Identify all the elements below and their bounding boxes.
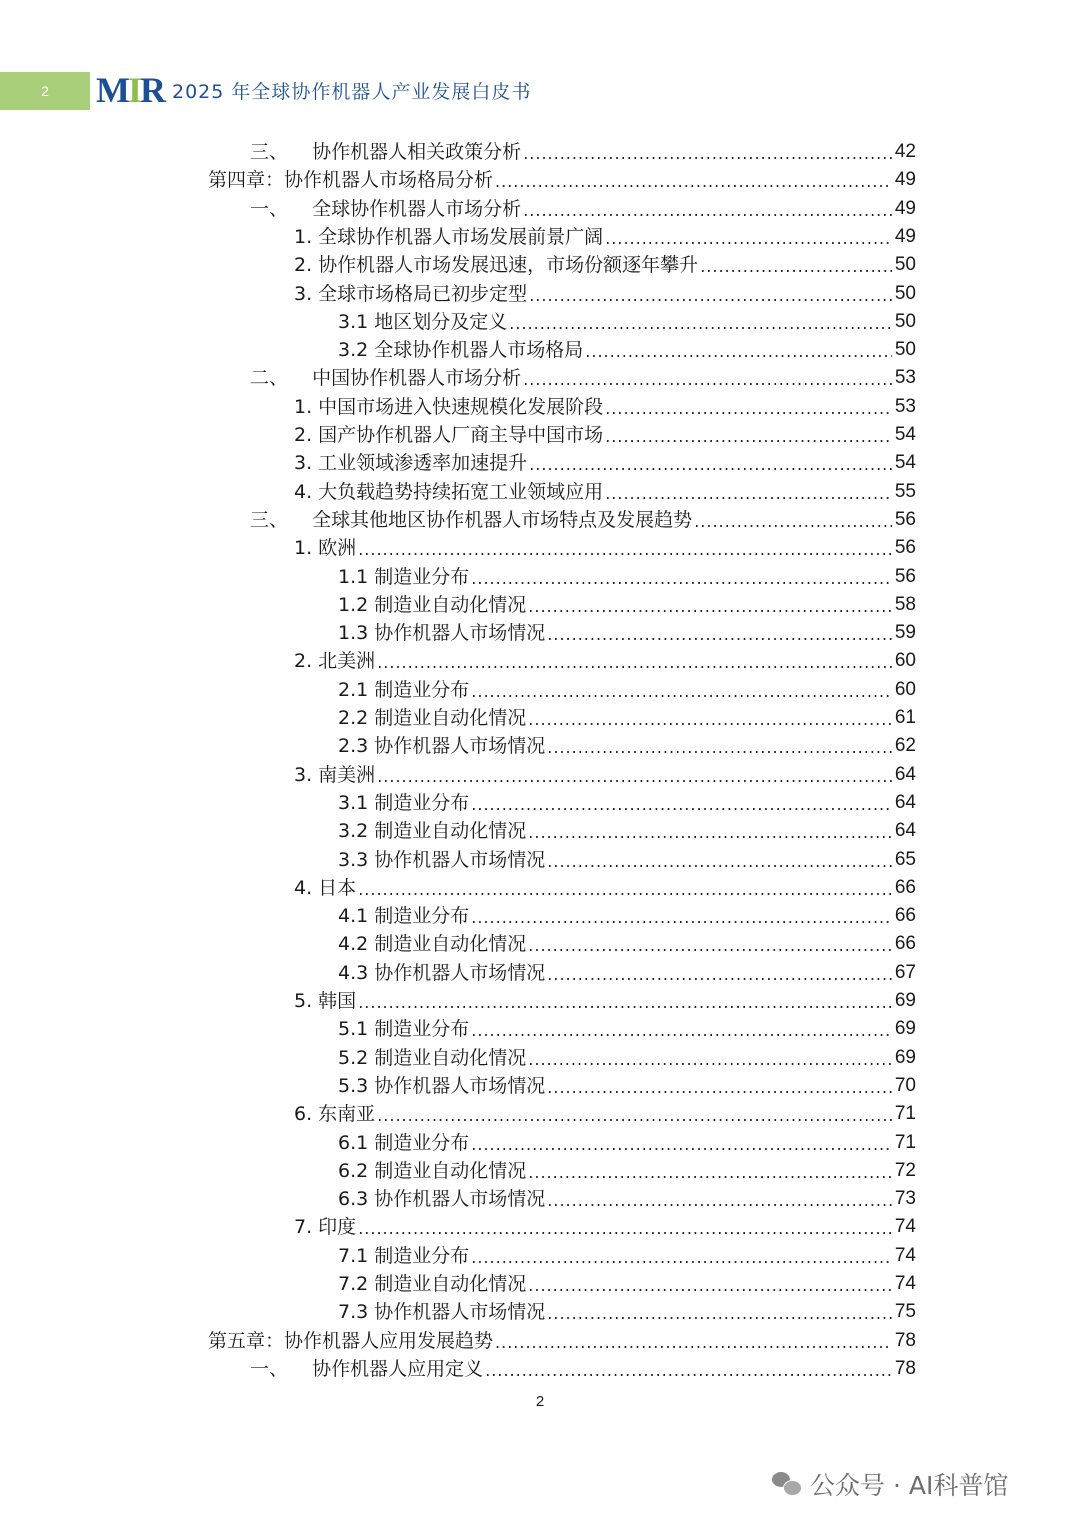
- toc-entry-title: 协作机器人应用定义: [312, 1358, 484, 1380]
- toc-entry-page: 78: [894, 1330, 916, 1351]
- toc-entry-page: 75: [894, 1301, 916, 1322]
- toc-dot-leader: [495, 172, 892, 192]
- toc-entry[interactable]: [338, 957, 916, 985]
- toc-entry-title: 韩国: [318, 990, 357, 1012]
- page-header: [0, 72, 1080, 110]
- toc-entry-number: 1.3: [338, 622, 375, 644]
- toc-dot-leader: [495, 1333, 892, 1353]
- toc-dot-leader: [377, 1106, 892, 1126]
- toc-dot-leader: [471, 795, 892, 815]
- toc-entry[interactable]: [294, 278, 916, 306]
- toc-entry-page: 69: [894, 990, 916, 1011]
- wechat-icon: [772, 1472, 800, 1496]
- toc-entry-page: 74: [894, 1245, 916, 1266]
- toc-entry-title: 制造业自动化情况: [374, 820, 527, 842]
- toc-entry-page: 53: [894, 367, 916, 388]
- toc-entry-page: 56: [894, 537, 916, 558]
- toc-dot-leader: [529, 286, 892, 306]
- toc-dot-leader: [471, 908, 892, 928]
- toc-entry-title: 制造业自动化情况: [374, 1047, 527, 1069]
- toc-entry-page: 70: [894, 1075, 916, 1096]
- toc-entry[interactable]: [294, 391, 916, 419]
- toc-entry-title: 东南亚: [318, 1103, 376, 1125]
- toc-entry-number: 7.1: [338, 1245, 375, 1267]
- toc-entry-number: 4.1: [338, 905, 375, 927]
- toc-dot-leader: [528, 1163, 892, 1183]
- toc-entry-page: 64: [894, 820, 916, 841]
- toc-entry[interactable]: [250, 362, 916, 390]
- toc-entry-title: 地区划分及定义: [374, 311, 508, 333]
- toc-entry[interactable]: [250, 1353, 916, 1381]
- toc-entry-title: 协作机器人市场情况: [374, 735, 546, 757]
- toc-entry-title: 全球市场格局已初步定型: [318, 283, 528, 305]
- toc-entry[interactable]: [338, 1240, 916, 1268]
- toc-entry[interactable]: [338, 1070, 916, 1098]
- toc-dot-leader: [529, 455, 892, 475]
- toc-entry-page: 50: [894, 311, 916, 332]
- toc-dot-leader: [605, 427, 892, 447]
- toc-dot-leader: [547, 1078, 892, 1098]
- toc-entry-number: 2.3: [338, 735, 375, 757]
- toc-entry[interactable]: [294, 221, 916, 249]
- toc-entry-title: 制造业分布: [374, 905, 470, 927]
- toc-entry-page: 66: [894, 933, 916, 954]
- toc-entry-number: 2.: [294, 254, 319, 276]
- watermark: [772, 1466, 1008, 1502]
- toc-entry-title: 日本: [318, 877, 357, 899]
- toc-entry[interactable]: [338, 1013, 916, 1041]
- toc-entry-number: 三、: [250, 509, 313, 531]
- toc-entry-page: 74: [894, 1273, 916, 1294]
- toc-entry-number: 3.3: [338, 849, 375, 871]
- toc-entry[interactable]: [208, 164, 916, 192]
- toc-entry-number: 4.: [294, 877, 319, 899]
- toc-entry-title: 协作机器人市场发展迅速，市场份额逐年攀升: [318, 254, 699, 276]
- toc-entry-number: 2.: [294, 650, 319, 672]
- toc-entry-page: 54: [894, 424, 916, 445]
- toc-entry-title: 全球协作机器人市场分析: [312, 198, 522, 220]
- toc-entry[interactable]: [338, 702, 916, 730]
- toc-entry-number: 2.: [294, 424, 319, 446]
- toc-entry-title: 北美洲: [318, 650, 376, 672]
- toc-entry-page: 50: [894, 283, 916, 304]
- toc-entry-number: 3.: [294, 283, 319, 305]
- toc-entry-title: 制造业自动化情况: [374, 933, 527, 955]
- toc-dot-leader: [471, 569, 892, 589]
- toc-dot-leader: [605, 484, 892, 504]
- toc-entry[interactable]: [338, 334, 916, 362]
- toc-entry-title: 制造业自动化情况: [374, 1273, 527, 1295]
- toc-entry-page: 62: [894, 735, 916, 756]
- toc-entry-title: 协作机器人相关政策分析: [312, 141, 522, 163]
- toc-entry-title: 制造业自动化情况: [374, 1160, 527, 1182]
- toc-dot-leader: [471, 1021, 892, 1041]
- toc-entry-number: 5.1: [338, 1018, 375, 1040]
- toc-entry-number: 6.1: [338, 1132, 375, 1154]
- toc-entry-number: 3.1: [338, 792, 375, 814]
- toc-entry-number: 第五章：: [208, 1330, 285, 1352]
- toc-entry[interactable]: [338, 1296, 916, 1324]
- toc-entry[interactable]: [294, 532, 916, 560]
- toc-entry[interactable]: [338, 928, 916, 956]
- toc-entry-number: 1.: [294, 226, 319, 248]
- toc-entry[interactable]: [250, 193, 916, 221]
- toc-entry-number: 1.: [294, 396, 319, 418]
- toc-entry-number: 6.2: [338, 1160, 375, 1182]
- toc-entry-title: 协作机器人应用发展趋势: [284, 1330, 494, 1352]
- toc-dot-leader: [700, 257, 892, 277]
- toc-entry-title: 制造业分布: [374, 1132, 470, 1154]
- toc-entry-title: 南美洲: [318, 764, 376, 786]
- toc-dot-leader: [523, 144, 892, 164]
- toc-entry[interactable]: [338, 306, 916, 334]
- toc-dot-leader: [528, 823, 892, 843]
- toc-entry[interactable]: [294, 759, 916, 787]
- toc-entry[interactable]: [250, 504, 916, 532]
- toc-entry[interactable]: [294, 447, 916, 475]
- toc-dot-leader: [523, 370, 892, 390]
- toc-entry-page: 49: [894, 198, 916, 219]
- toc-entry-title: 制造业分布: [374, 1245, 470, 1267]
- toc-entry[interactable]: [338, 900, 916, 928]
- toc-entry[interactable]: [250, 136, 916, 164]
- toc-entry-number: 7.2: [338, 1273, 375, 1295]
- toc-entry-number: 5.3: [338, 1075, 375, 1097]
- toc-dot-leader: [585, 342, 892, 362]
- document-title: 2025 年全球协作机器人产业发展白皮书: [172, 81, 532, 103]
- toc-entry[interactable]: [338, 1155, 916, 1183]
- toc-dot-leader: [471, 1248, 892, 1268]
- toc-entry-number: 5.: [294, 990, 319, 1012]
- toc-entry[interactable]: [208, 1325, 916, 1353]
- toc-entry[interactable]: [338, 1268, 916, 1296]
- toc-entry[interactable]: [338, 561, 916, 589]
- toc-entry-page: 59: [894, 622, 916, 643]
- toc-entry-page: 49: [894, 169, 916, 190]
- toc-entry-page: 66: [894, 905, 916, 926]
- toc-entry-number: 三、: [250, 141, 313, 163]
- toc-entry-number: 1.: [294, 537, 319, 559]
- watermark-text: 公众号 · AI科普馆: [810, 1471, 1009, 1500]
- toc-entry-title: 协作机器人市场情况: [374, 1075, 546, 1097]
- toc-entry-title: 全球协作机器人市场格局: [374, 339, 584, 361]
- toc-dot-leader: [528, 710, 892, 730]
- toc-entry[interactable]: [338, 617, 916, 645]
- toc-dot-leader: [547, 852, 892, 872]
- toc-entry[interactable]: [338, 1127, 916, 1155]
- toc-entry-number: 一、: [250, 1358, 313, 1380]
- toc-entry-number: 4.3: [338, 962, 375, 984]
- toc-entry[interactable]: [338, 844, 916, 872]
- toc-entry-number: 1.1: [338, 566, 375, 588]
- toc-entry[interactable]: [294, 645, 916, 673]
- toc-entry[interactable]: [294, 1211, 916, 1239]
- toc-entry-page: 67: [894, 962, 916, 983]
- toc-entry[interactable]: [294, 419, 916, 447]
- toc-entry-page: 64: [894, 764, 916, 785]
- toc-dot-leader: [547, 1191, 892, 1211]
- toc-entry-title: 制造业分布: [374, 566, 470, 588]
- toc-entry-page: 72: [894, 1160, 916, 1181]
- toc-entry-title: 国产协作机器人厂商主导中国市场: [318, 424, 604, 446]
- toc-entry-page: 74: [894, 1216, 916, 1237]
- logo-letter-r: R: [140, 70, 164, 110]
- toc-entry-page: 71: [894, 1103, 916, 1124]
- toc-entry-page: 60: [894, 679, 916, 700]
- toc-dot-leader: [485, 1361, 892, 1381]
- toc-entry-page: 64: [894, 792, 916, 813]
- toc-entry-page: 69: [894, 1047, 916, 1068]
- toc-dot-leader: [528, 597, 892, 617]
- toc-dot-leader: [358, 1219, 892, 1239]
- toc-entry-number: 3.: [294, 452, 319, 474]
- toc-entry-title: 中国协作机器人市场分析: [312, 367, 522, 389]
- toc-entry[interactable]: [338, 787, 916, 815]
- mir-logo: [96, 70, 164, 110]
- toc-entry-page: 54: [894, 452, 916, 473]
- toc-entry[interactable]: [338, 1042, 916, 1070]
- toc-entry-page: 53: [894, 396, 916, 417]
- toc-entry-page: 61: [894, 707, 916, 728]
- toc-dot-leader: [358, 880, 892, 900]
- toc-entry-page: 42: [894, 141, 916, 162]
- toc-entry-title: 工业领域渗透率加速提升: [318, 452, 528, 474]
- toc-entry[interactable]: [294, 872, 916, 900]
- toc-entry-title: 制造业分布: [374, 679, 470, 701]
- toc-entry-number: 第四章：: [208, 169, 285, 191]
- toc-entry-number: 二、: [250, 367, 313, 389]
- toc-dot-leader: [605, 399, 892, 419]
- toc-entry[interactable]: [338, 815, 916, 843]
- toc-entry-number: 3.2: [338, 820, 375, 842]
- toc-dot-leader: [358, 993, 892, 1013]
- toc-dot-leader: [377, 653, 892, 673]
- toc-entry-title: 协作机器人市场情况: [374, 849, 546, 871]
- toc-entry-title: 制造业自动化情况: [374, 594, 527, 616]
- toc-entry-page: 73: [894, 1188, 916, 1209]
- toc-entry-title: 协作机器人市场格局分析: [284, 169, 494, 191]
- toc-entry-number: 6.: [294, 1103, 319, 1125]
- toc-entry[interactable]: [294, 985, 916, 1013]
- toc-dot-leader: [528, 1050, 892, 1070]
- toc-entry-number: 2.2: [338, 707, 375, 729]
- toc-entry-page: 49: [894, 226, 916, 247]
- toc-entry-number: 4.2: [338, 933, 375, 955]
- toc-entry-page: 58: [894, 594, 916, 615]
- toc-entry[interactable]: [294, 476, 916, 504]
- toc-dot-leader: [528, 1276, 892, 1296]
- toc-entry-number: 7.3: [338, 1301, 375, 1323]
- toc-entry-page: 65: [894, 849, 916, 870]
- toc-entry-page: 56: [894, 509, 916, 530]
- footer-page-number: 2: [535, 1393, 545, 1410]
- toc-dot-leader: [547, 625, 892, 645]
- logo-letter-i: I: [127, 70, 140, 110]
- logo-letter-m: M: [96, 70, 128, 110]
- toc-entry-page: 60: [894, 650, 916, 671]
- toc-entry[interactable]: [338, 1183, 916, 1211]
- toc-entry-title: 制造业自动化情况: [374, 707, 527, 729]
- toc-entry-title: 协作机器人市场情况: [374, 962, 546, 984]
- toc-entry-number: 7.: [294, 1216, 319, 1238]
- toc-entry-page: 66: [894, 877, 916, 898]
- toc-entry-title: 全球其他地区协作机器人市场特点及发展趋势: [312, 509, 693, 531]
- toc-entry-title: 印度: [318, 1216, 357, 1238]
- toc-entry-number: 4.: [294, 481, 319, 503]
- toc-dot-leader: [523, 201, 892, 221]
- toc-dot-leader: [528, 936, 892, 956]
- toc-entry-title: 制造业分布: [374, 1018, 470, 1040]
- toc-entry-number: 5.2: [338, 1047, 375, 1069]
- toc-entry-number: 3.1: [338, 311, 375, 333]
- toc-entry[interactable]: [338, 730, 916, 758]
- toc-dot-leader: [547, 1304, 892, 1324]
- toc-entry-title: 中国市场进入快速规模化发展阶段: [318, 396, 604, 418]
- toc-entry-title: 欧洲: [318, 537, 357, 559]
- toc-entry-page: 71: [894, 1132, 916, 1153]
- toc-entry-number: 一、: [250, 198, 313, 220]
- toc-dot-leader: [547, 738, 892, 758]
- toc-dot-leader: [358, 540, 892, 560]
- toc-entry[interactable]: [338, 674, 916, 702]
- toc-dot-leader: [377, 767, 892, 787]
- toc-entry-number: 3.: [294, 764, 319, 786]
- toc-entry-page: 78: [894, 1358, 916, 1379]
- toc-dot-leader: [471, 682, 892, 702]
- toc-entry-title: 协作机器人市场情况: [374, 622, 546, 644]
- toc-dot-leader: [605, 229, 892, 249]
- toc-dot-leader: [694, 512, 892, 532]
- toc-entry[interactable]: [338, 589, 916, 617]
- toc-dot-leader: [471, 1135, 892, 1155]
- header-page-number: 2: [0, 72, 90, 110]
- toc-entry-page: 55: [894, 481, 916, 502]
- toc-entry-page: 69: [894, 1018, 916, 1039]
- toc-dot-leader: [509, 314, 892, 334]
- toc-entry-title: 制造业分布: [374, 792, 470, 814]
- toc-entry-number: 6.3: [338, 1188, 375, 1210]
- toc-entry-number: 1.2: [338, 594, 375, 616]
- toc-entry-page: 50: [894, 254, 916, 275]
- toc-entry-page: 50: [894, 339, 916, 360]
- toc-entry-page: 56: [894, 566, 916, 587]
- toc-entry-title: 协作机器人市场情况: [374, 1188, 546, 1210]
- toc-entry-title: 大负载趋势持续拓宽工业领域应用: [318, 481, 604, 503]
- toc-entry-title: 协作机器人市场情况: [374, 1301, 546, 1323]
- toc-entry[interactable]: [294, 249, 916, 277]
- toc-entry-number: 3.2: [338, 339, 375, 361]
- toc-entry-number: 2.1: [338, 679, 375, 701]
- toc-entry-title: 全球协作机器人市场发展前景广阔: [318, 226, 604, 248]
- toc-entry[interactable]: [294, 1098, 916, 1126]
- toc-dot-leader: [547, 965, 892, 985]
